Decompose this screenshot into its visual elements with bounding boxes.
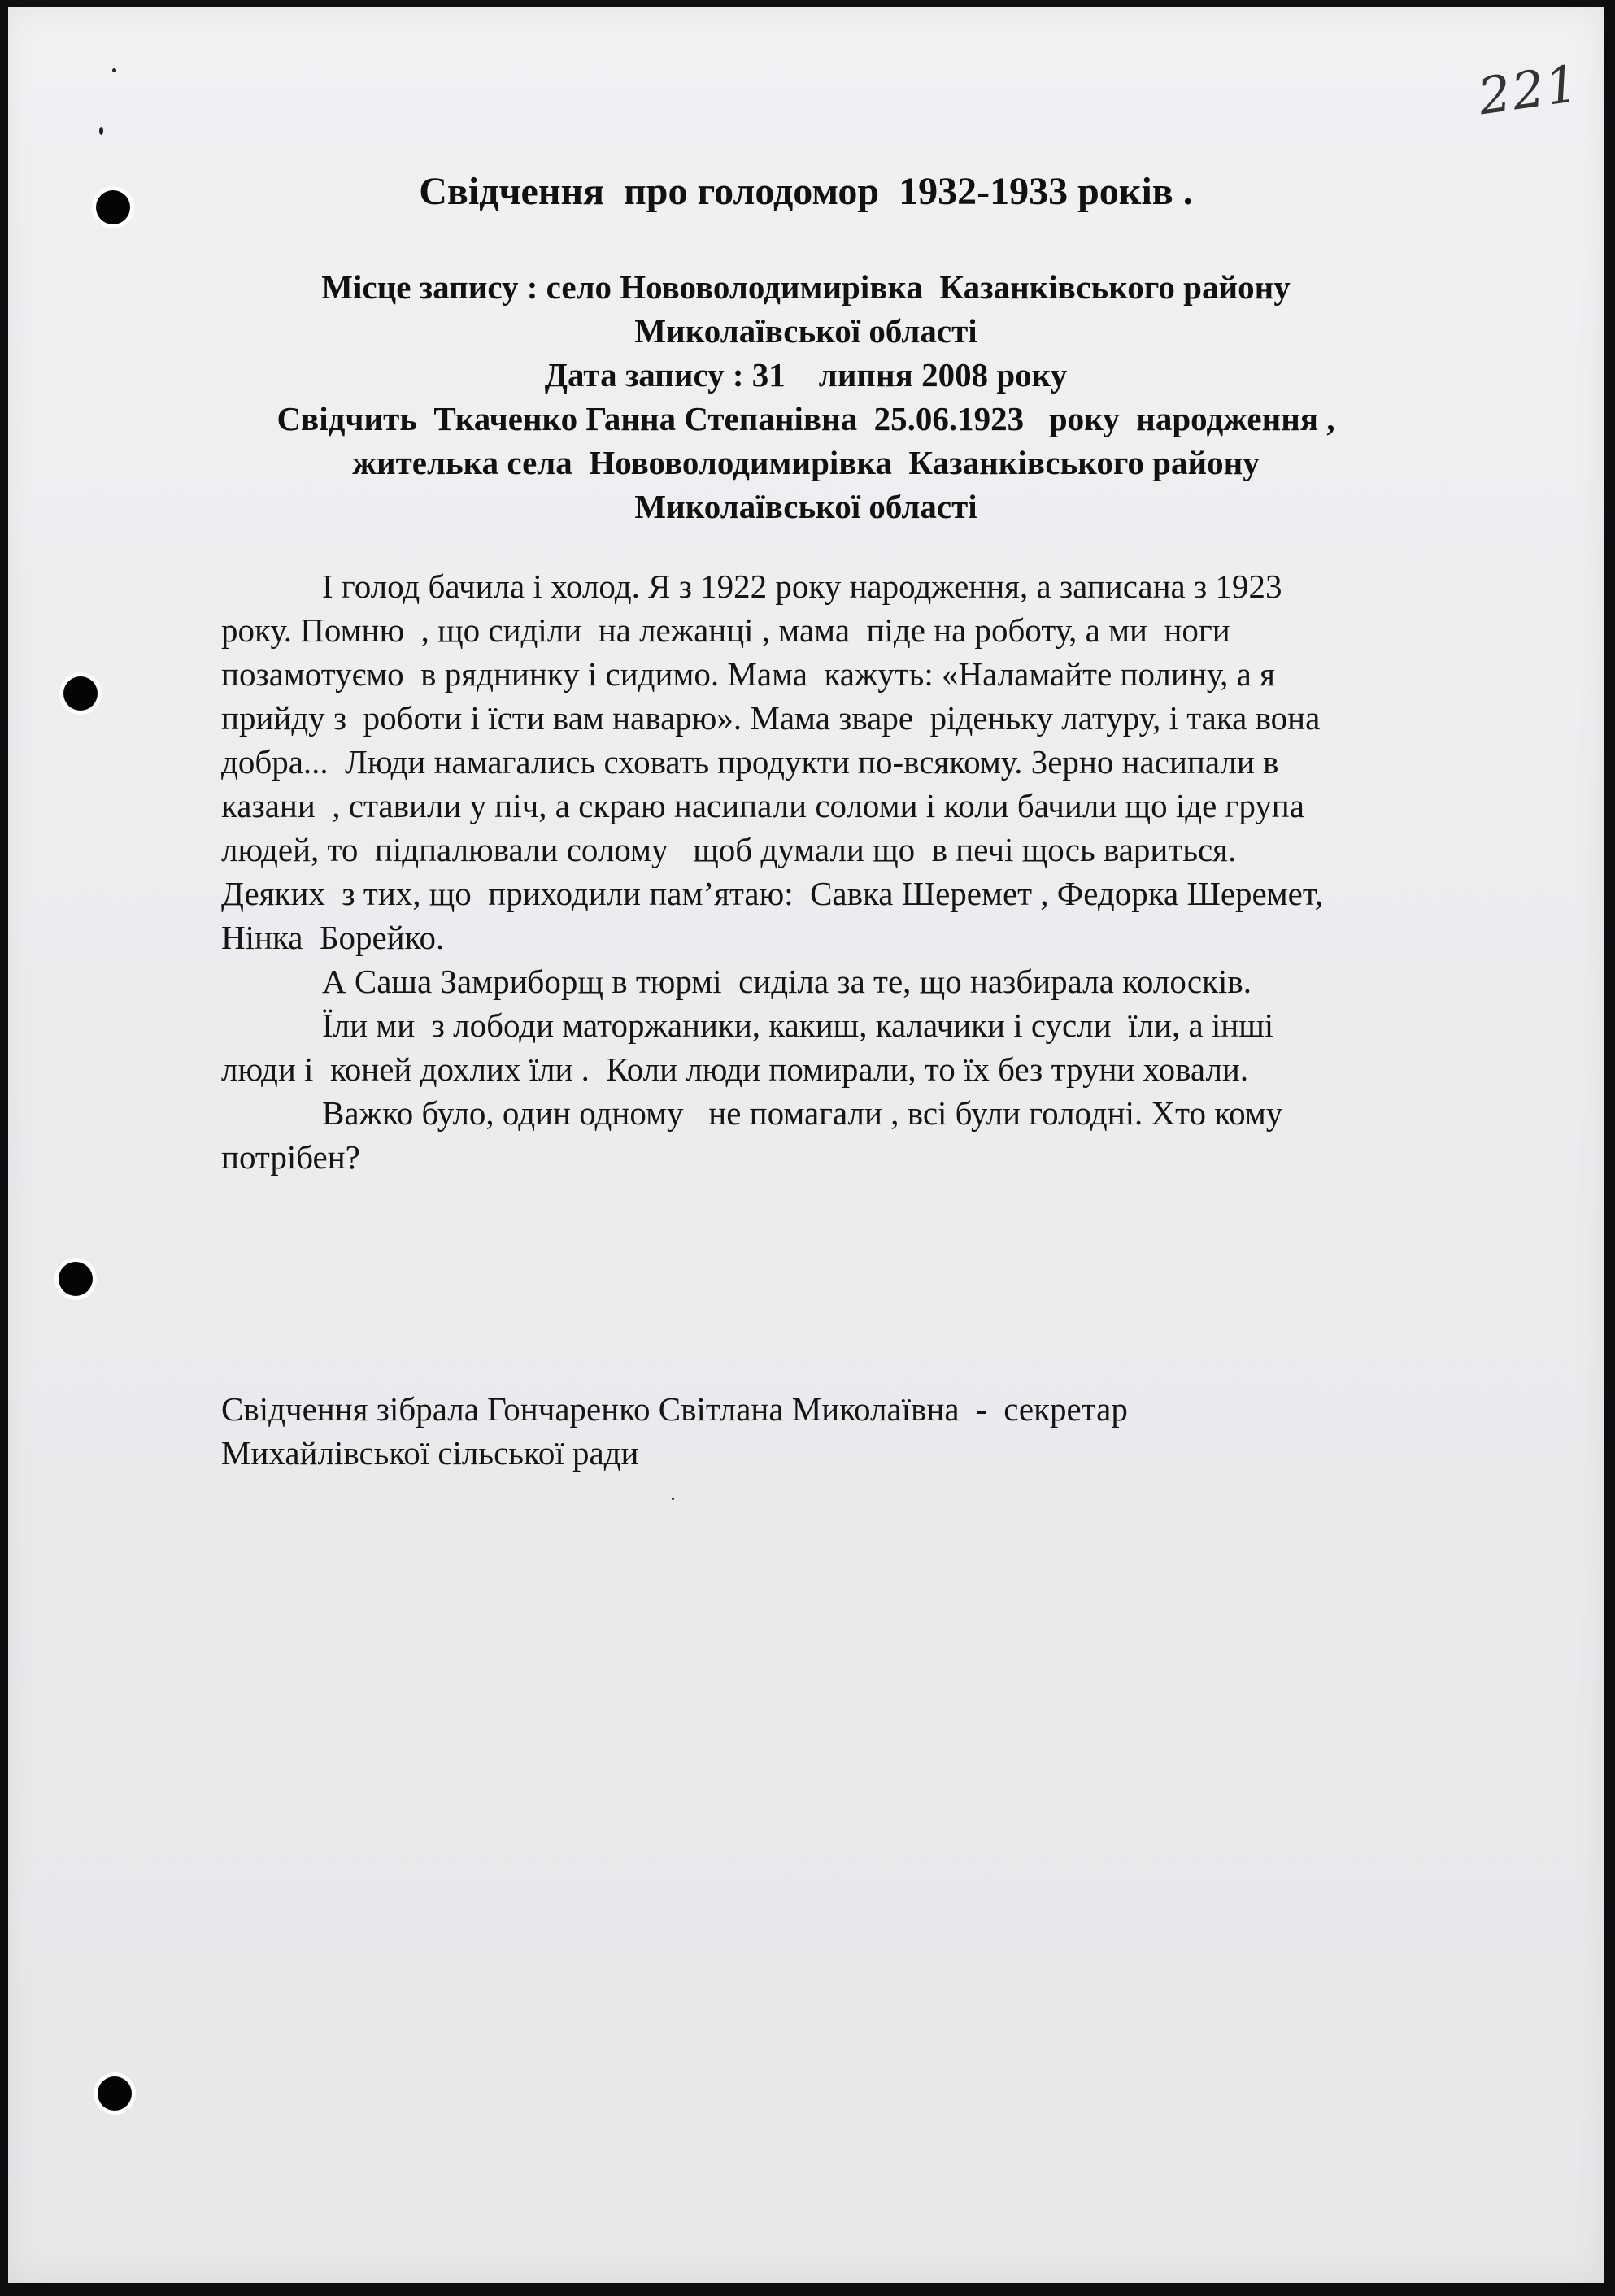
record-metadata	[8, 265, 1604, 528]
collector-signature-block	[221, 1387, 1506, 1475]
body-line: потрібен?	[221, 1138, 360, 1176]
body-line: позамотуємо в ряднинку і сидимо. Мама кажуть: «Наламайте полину, а я	[221, 655, 1275, 693]
body-line: людей, то підпалювали солому щоб думали що в печі щось вариться.	[221, 831, 1237, 868]
document-title: Свідчення про голодомор 1932-1933 років .	[419, 170, 1193, 213]
meta-line-region: Миколаївської області	[634, 312, 977, 350]
meta-line-date: Дата запису : 31 липня 2008 року	[544, 356, 1068, 394]
collector-line-office: Михайлівської сільської ради	[221, 1434, 639, 1472]
meta-line-place: Місце запису : село Нововолодимирівка Казанківського району	[321, 268, 1291, 306]
body-line: казани , ставили у піч, а скраю насипали соломи і коли бачили що іде група	[221, 787, 1304, 824]
meta-line-oblast: Миколаївської області	[634, 488, 977, 525]
testimony-body	[221, 564, 1506, 1179]
punch-hole	[98, 2076, 132, 2111]
body-line: люди і коней дохлих їли . Коли люди помирали, то їх без труни ховали.	[221, 1050, 1249, 1088]
paper-speck	[99, 127, 103, 135]
punch-hole	[59, 1262, 93, 1296]
body-line: добра... Люди намагались сховать продукти по-всякому. Зерно насипали в	[221, 743, 1279, 781]
paper-speck	[112, 68, 116, 72]
body-line: А Саша Замриборщ в тюрмі сиділа за те, що назбирала колосків.	[322, 963, 1252, 1000]
body-line: Нінка Борейко.	[221, 919, 445, 956]
punch-hole	[63, 676, 98, 711]
paper-speck	[672, 1498, 674, 1500]
document-page	[8, 7, 1604, 2283]
handwritten-page-number: 221	[1474, 53, 1583, 127]
body-line: прийду з роботи і їсти вам наварю». Мама зваре ріденьку латуру, і така вона	[221, 699, 1321, 737]
body-line: Деяких з тих, що приходили пам’ятаю: Савка Шеремет , Федорка Шеремет,	[221, 875, 1323, 912]
body-line: року. Помню , що сиділи на лежанці , мама піде на роботу, а ми ноги	[221, 611, 1230, 649]
body-line: Їли ми з лободи маторжаники, какиш, калачики і сусли їли, а інші	[322, 1007, 1274, 1044]
body-line: І голод бачила і холод. Я з 1922 року народження, а записана з 1923	[322, 567, 1282, 605]
meta-line-witness: Свідчить Ткаченко Ганна Степанівна 25.06.1923 року народження ,	[276, 400, 1335, 437]
collector-line-name: Свідчення зібрала Гончаренко Світлана Миколаївна - секретар	[221, 1390, 1128, 1428]
meta-line-residence: жителька села Нововолодимирівка Казанківського району	[352, 444, 1260, 481]
body-line: Важко було, один одному не помагали , всі були голодні. Хто кому	[322, 1094, 1283, 1132]
